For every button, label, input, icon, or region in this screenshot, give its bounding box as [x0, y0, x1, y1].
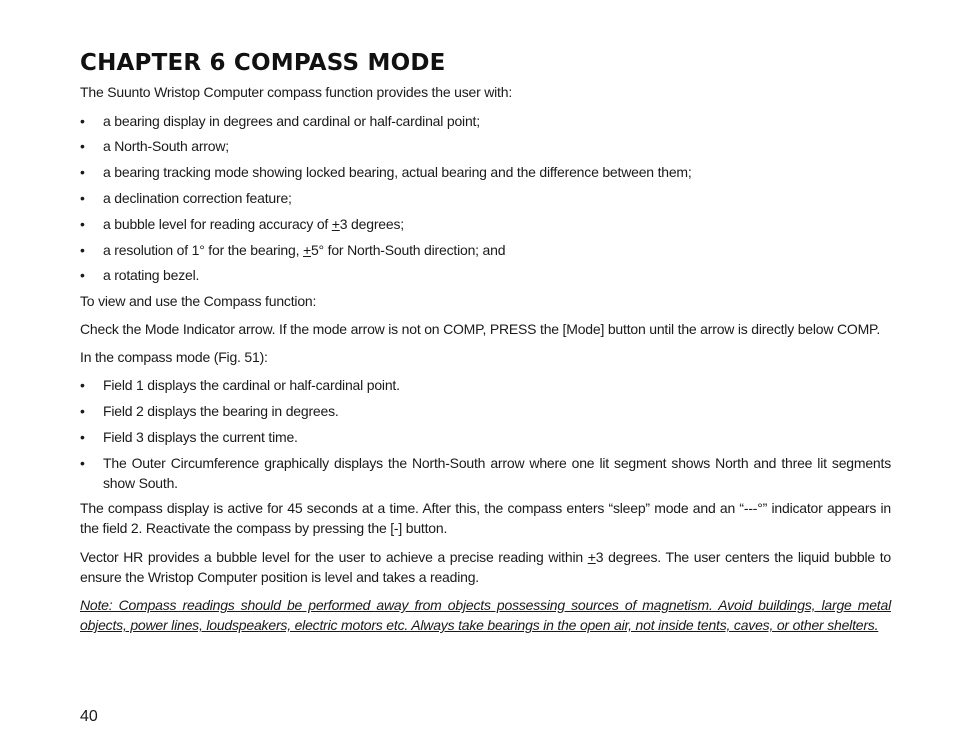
list-item: • Field 1 displays the cardinal or half-cardinal point.	[80, 375, 891, 395]
list-item: • The Outer Circumference graphically displays the North-South arrow where one lit segment shows North and three lit segments show South.	[80, 453, 891, 493]
view-intro-text: To view and use the Compass function:	[80, 293, 317, 309]
list-item: • a bearing display in degrees and cardinal or half-cardinal point;	[80, 111, 891, 131]
page-content	[80, 50, 891, 635]
note-text: Note: Compass readings should be performed away from objects possessing sources of magnetism. Avoid buildings, large metal objects, power lines, loudspeakers, electric motors etc. Always take bearings in the open air, not inside tents, caves, or other shelters.	[80, 597, 891, 633]
list-item: • Field 3 displays the current time.	[80, 427, 891, 447]
list-item: • a bearing tracking mode showing locked bearing, actual bearing and the difference between them;	[80, 162, 891, 182]
list-item: • a bubble level for reading accuracy of +3 degrees;	[80, 214, 891, 234]
list-item: • a resolution of 1° for the bearing, +5° for North-South direction; and	[80, 240, 891, 260]
page-title: CHAPTER 6 COMPASS MODE	[80, 50, 446, 76]
page-number: 40	[80, 708, 98, 725]
list-item: • a rotating bezel.	[80, 265, 891, 285]
feature-list	[80, 111, 891, 285]
bubble-level-text: Vector HR provides a bubble level for the user to achieve a precise reading within +3 degrees. The user centers the liquid bubble to ensure the Wristop Computer position is level and takes a reading.	[80, 549, 892, 585]
display-active-text: The compass display is active for 45 seconds at a time. After this, the compass enters “sleep” mode and an “---°” indicator appears in the field 2. Reactivate the compass by pressing the [-] button.	[80, 500, 891, 536]
list-item: • a declination correction feature;	[80, 188, 891, 208]
intro-text: The Suunto Wristop Computer compass function provides the user with:	[80, 84, 513, 100]
check-mode-text: Check the Mode Indicator arrow. If the mode arrow is not on COMP, PRESS the [Mode] button until the arrow is directly below COMP.	[80, 321, 881, 337]
list-item: • a North-South arrow;	[80, 136, 891, 156]
list-item: • Field 2 displays the bearing in degrees.	[80, 401, 891, 421]
field-list	[80, 375, 891, 493]
compass-mode-intro: In the compass mode (Fig. 51):	[80, 349, 268, 365]
